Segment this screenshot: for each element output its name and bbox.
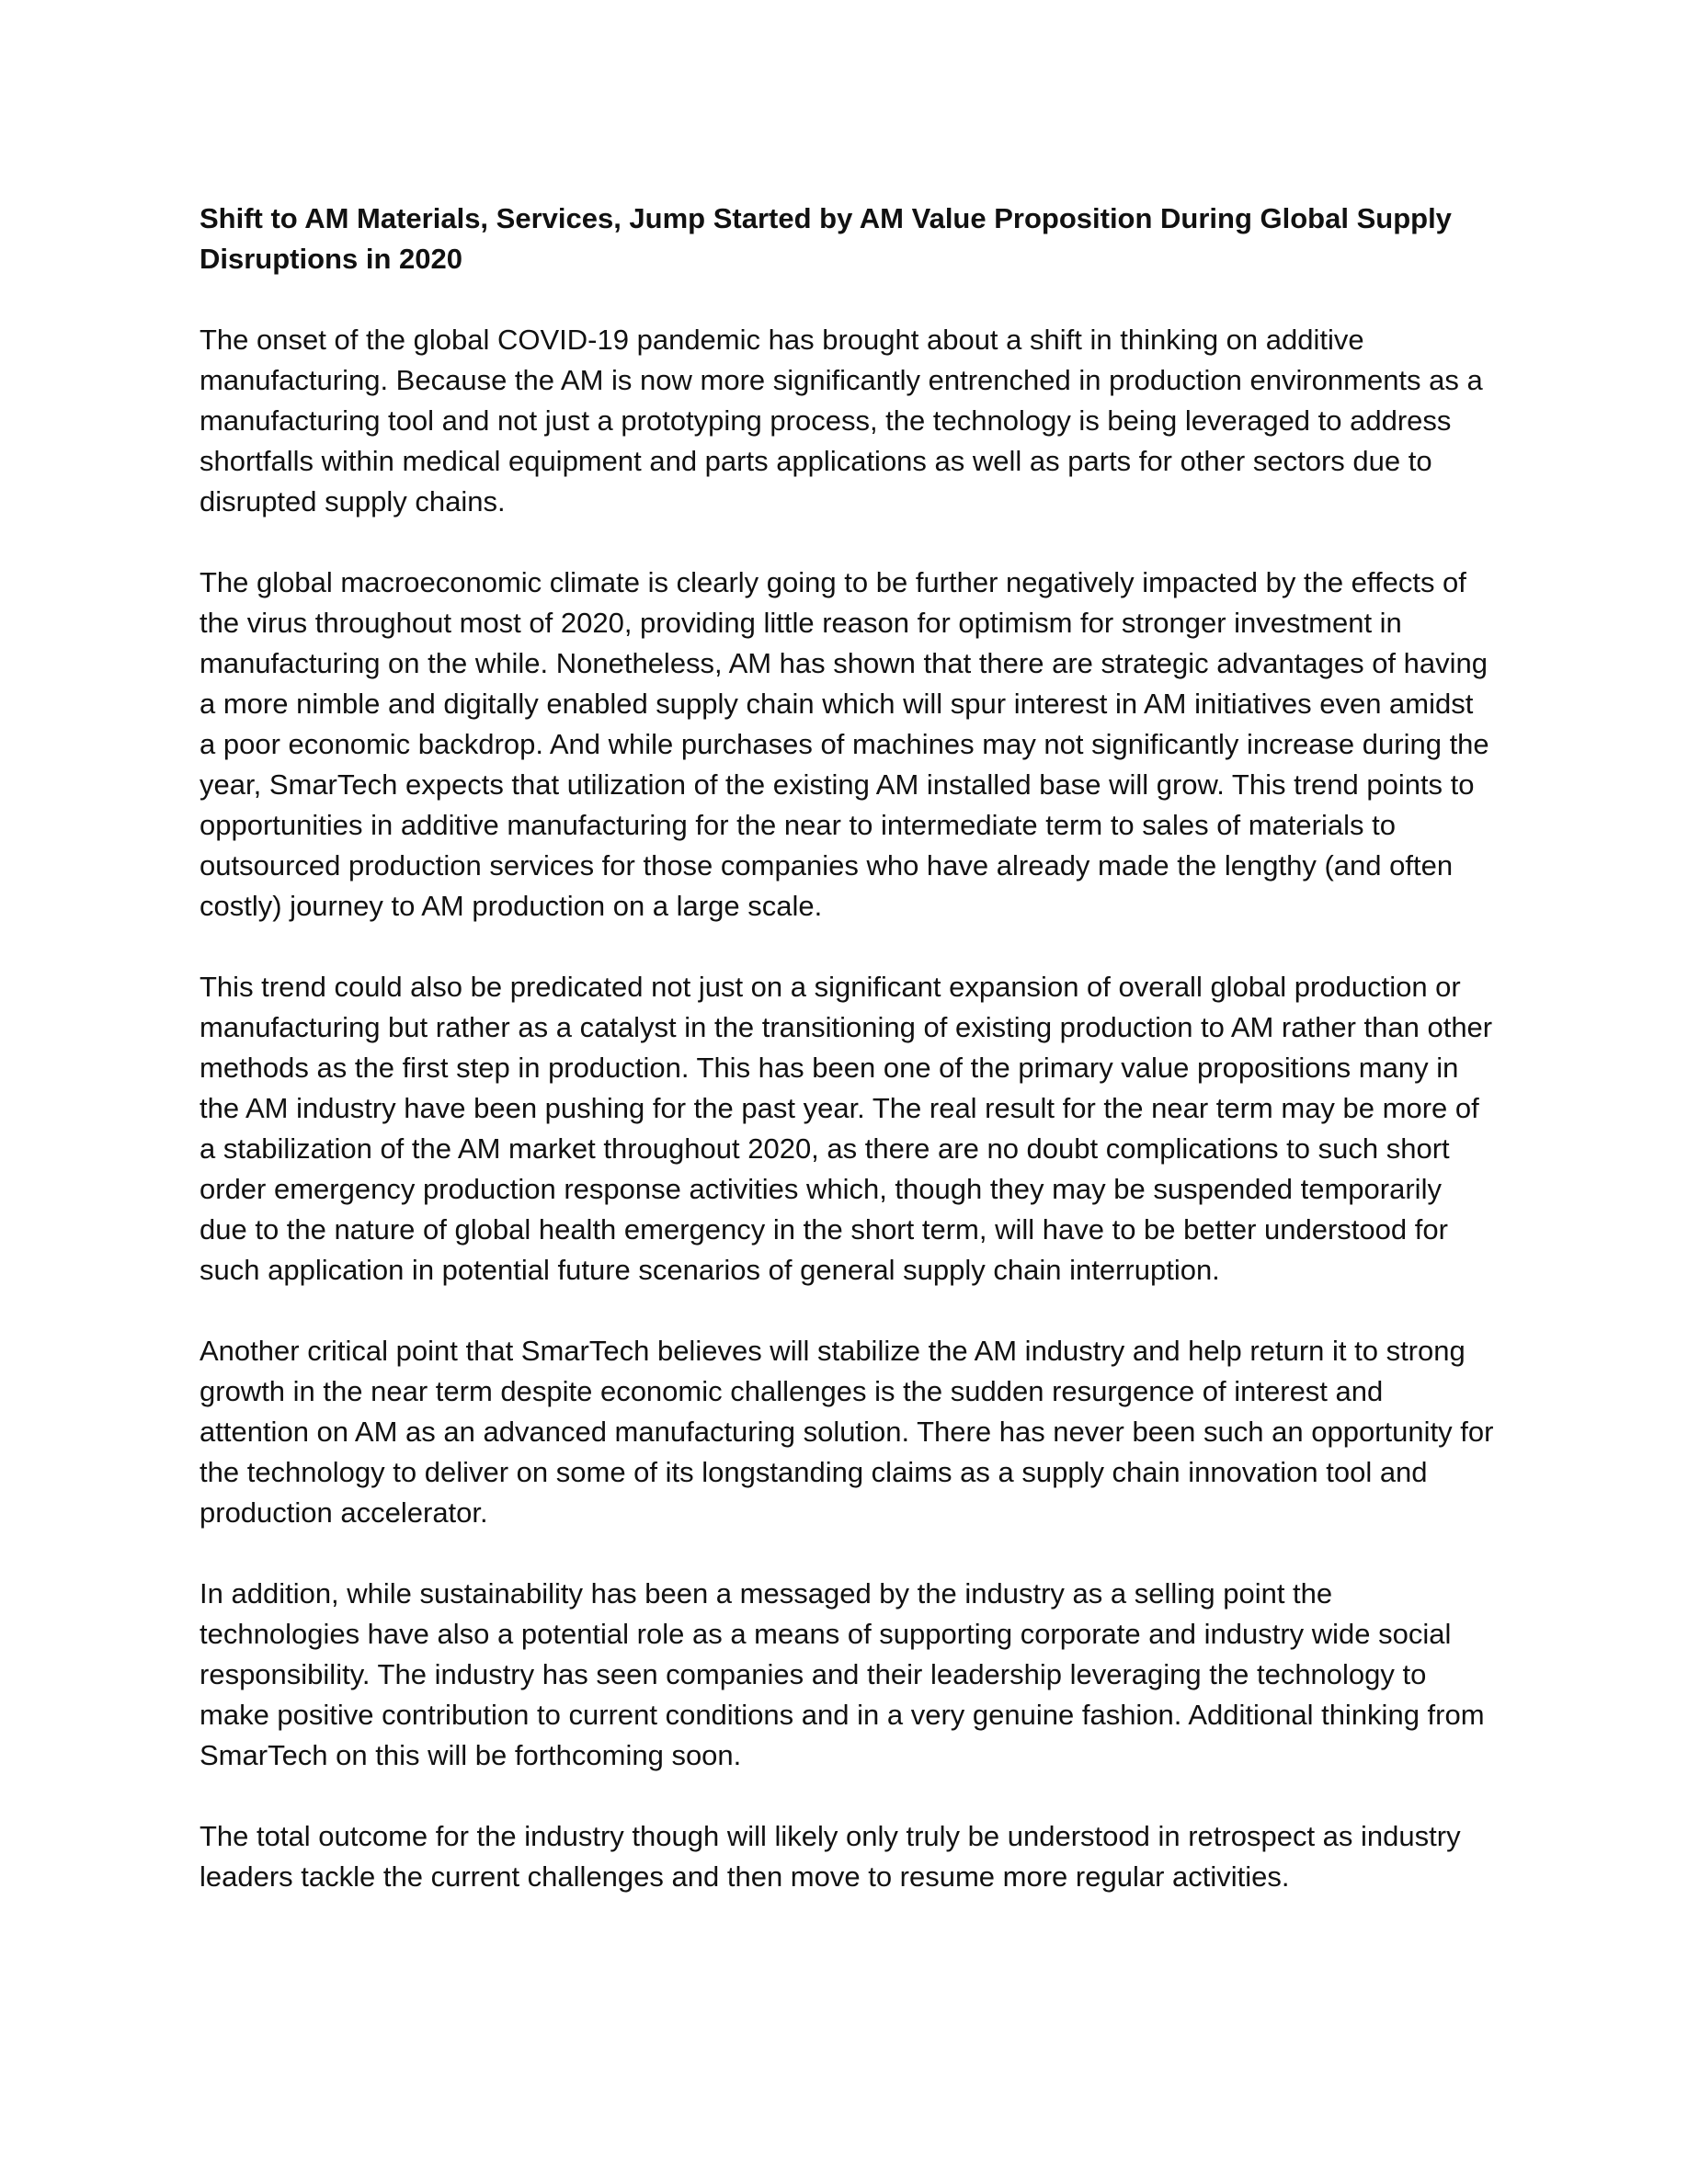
paragraph-total-outcome: The total outcome for the industry though will likely only truly be understood in retrospect as industry leaders tackle the current challenges and then move to resume more regular activities. xyxy=(200,1820,1461,1893)
document-body xyxy=(200,199,1496,1897)
paragraph-production-transition: This trend could also be predicated not just on a significant expansion of overall global production or manufacturing but rather as a catalyst in the transitioning of existing production to AM rather than other methods as the first step in production. This has been one of the primary value propositions many in the AM industry have been pushing for the past year. The real result for the near term may be more of a stabilization of the AM market throughout 2020, as there are no doubt complications to such short order emergency production response activities which, though they may be suspended temporarily due to the nature of global health emergency in the short term, will have to be better understood for such application in potential future scenarios of general supply chain interruption. xyxy=(200,971,1493,1286)
paragraph-macroeconomic-climate: The global macroeconomic climate is clearly going to be further negatively impacted by the effects of the virus throughout most of 2020, providing little reason for optimism for stronger investment in manufacturing on the while. Nonetheless, AM has shown that there are strategic advantages of having a more nimble and digitally enabled supply chain which will spur interest in AM initiatives even amidst a poor economic backdrop. And while purchases of machines may not significantly increase during the year, SmarTech expects that utilization of the existing AM installed base will grow. This trend points to opportunities in additive manufacturing for the near to intermediate term to sales of materials to outsourced production services for those companies who have already made the lengthy (and often costly) journey to AM production on a large scale. xyxy=(200,566,1489,922)
paragraph-sustainability: In addition, while sustainability has been a messaged by the industry as a selling point the technologies have also a potential role as a means of supporting corporate and industry wide social responsibility. The industry has seen companies and their leadership leveraging the technology to make positive contribution to current conditions and in a very genuine fashion. Additional thinking from SmarTech on this will be forthcoming soon. xyxy=(200,1577,1485,1771)
paragraph-pandemic-shift: The onset of the global COVID-19 pandemic has brought about a shift in thinking on additive manufacturing. Because the AM is now more significantly entrenched in production environments as a manufacturing tool and not just a prototyping process, the technology is being leveraged to address shortfalls within medical equipment and parts applications as well as parts for other sectors due to disrupted supply chains. xyxy=(200,324,1483,518)
document-title: Shift to AM Materials, Services, Jump Started by AM Value Proposition During Global Supply Disruptions in 2020 xyxy=(200,202,1452,275)
paragraph-industry-stabilization: Another critical point that SmarTech believes will stabilize the AM industry and help return it to strong growth in the near term despite economic challenges is the sudden resurgence of interest and attention on AM as an advanced manufacturing solution. There has never been such an opportunity for the technology to deliver on some of its longstanding claims as a supply chain innovation tool and production accelerator. xyxy=(200,1335,1494,1529)
